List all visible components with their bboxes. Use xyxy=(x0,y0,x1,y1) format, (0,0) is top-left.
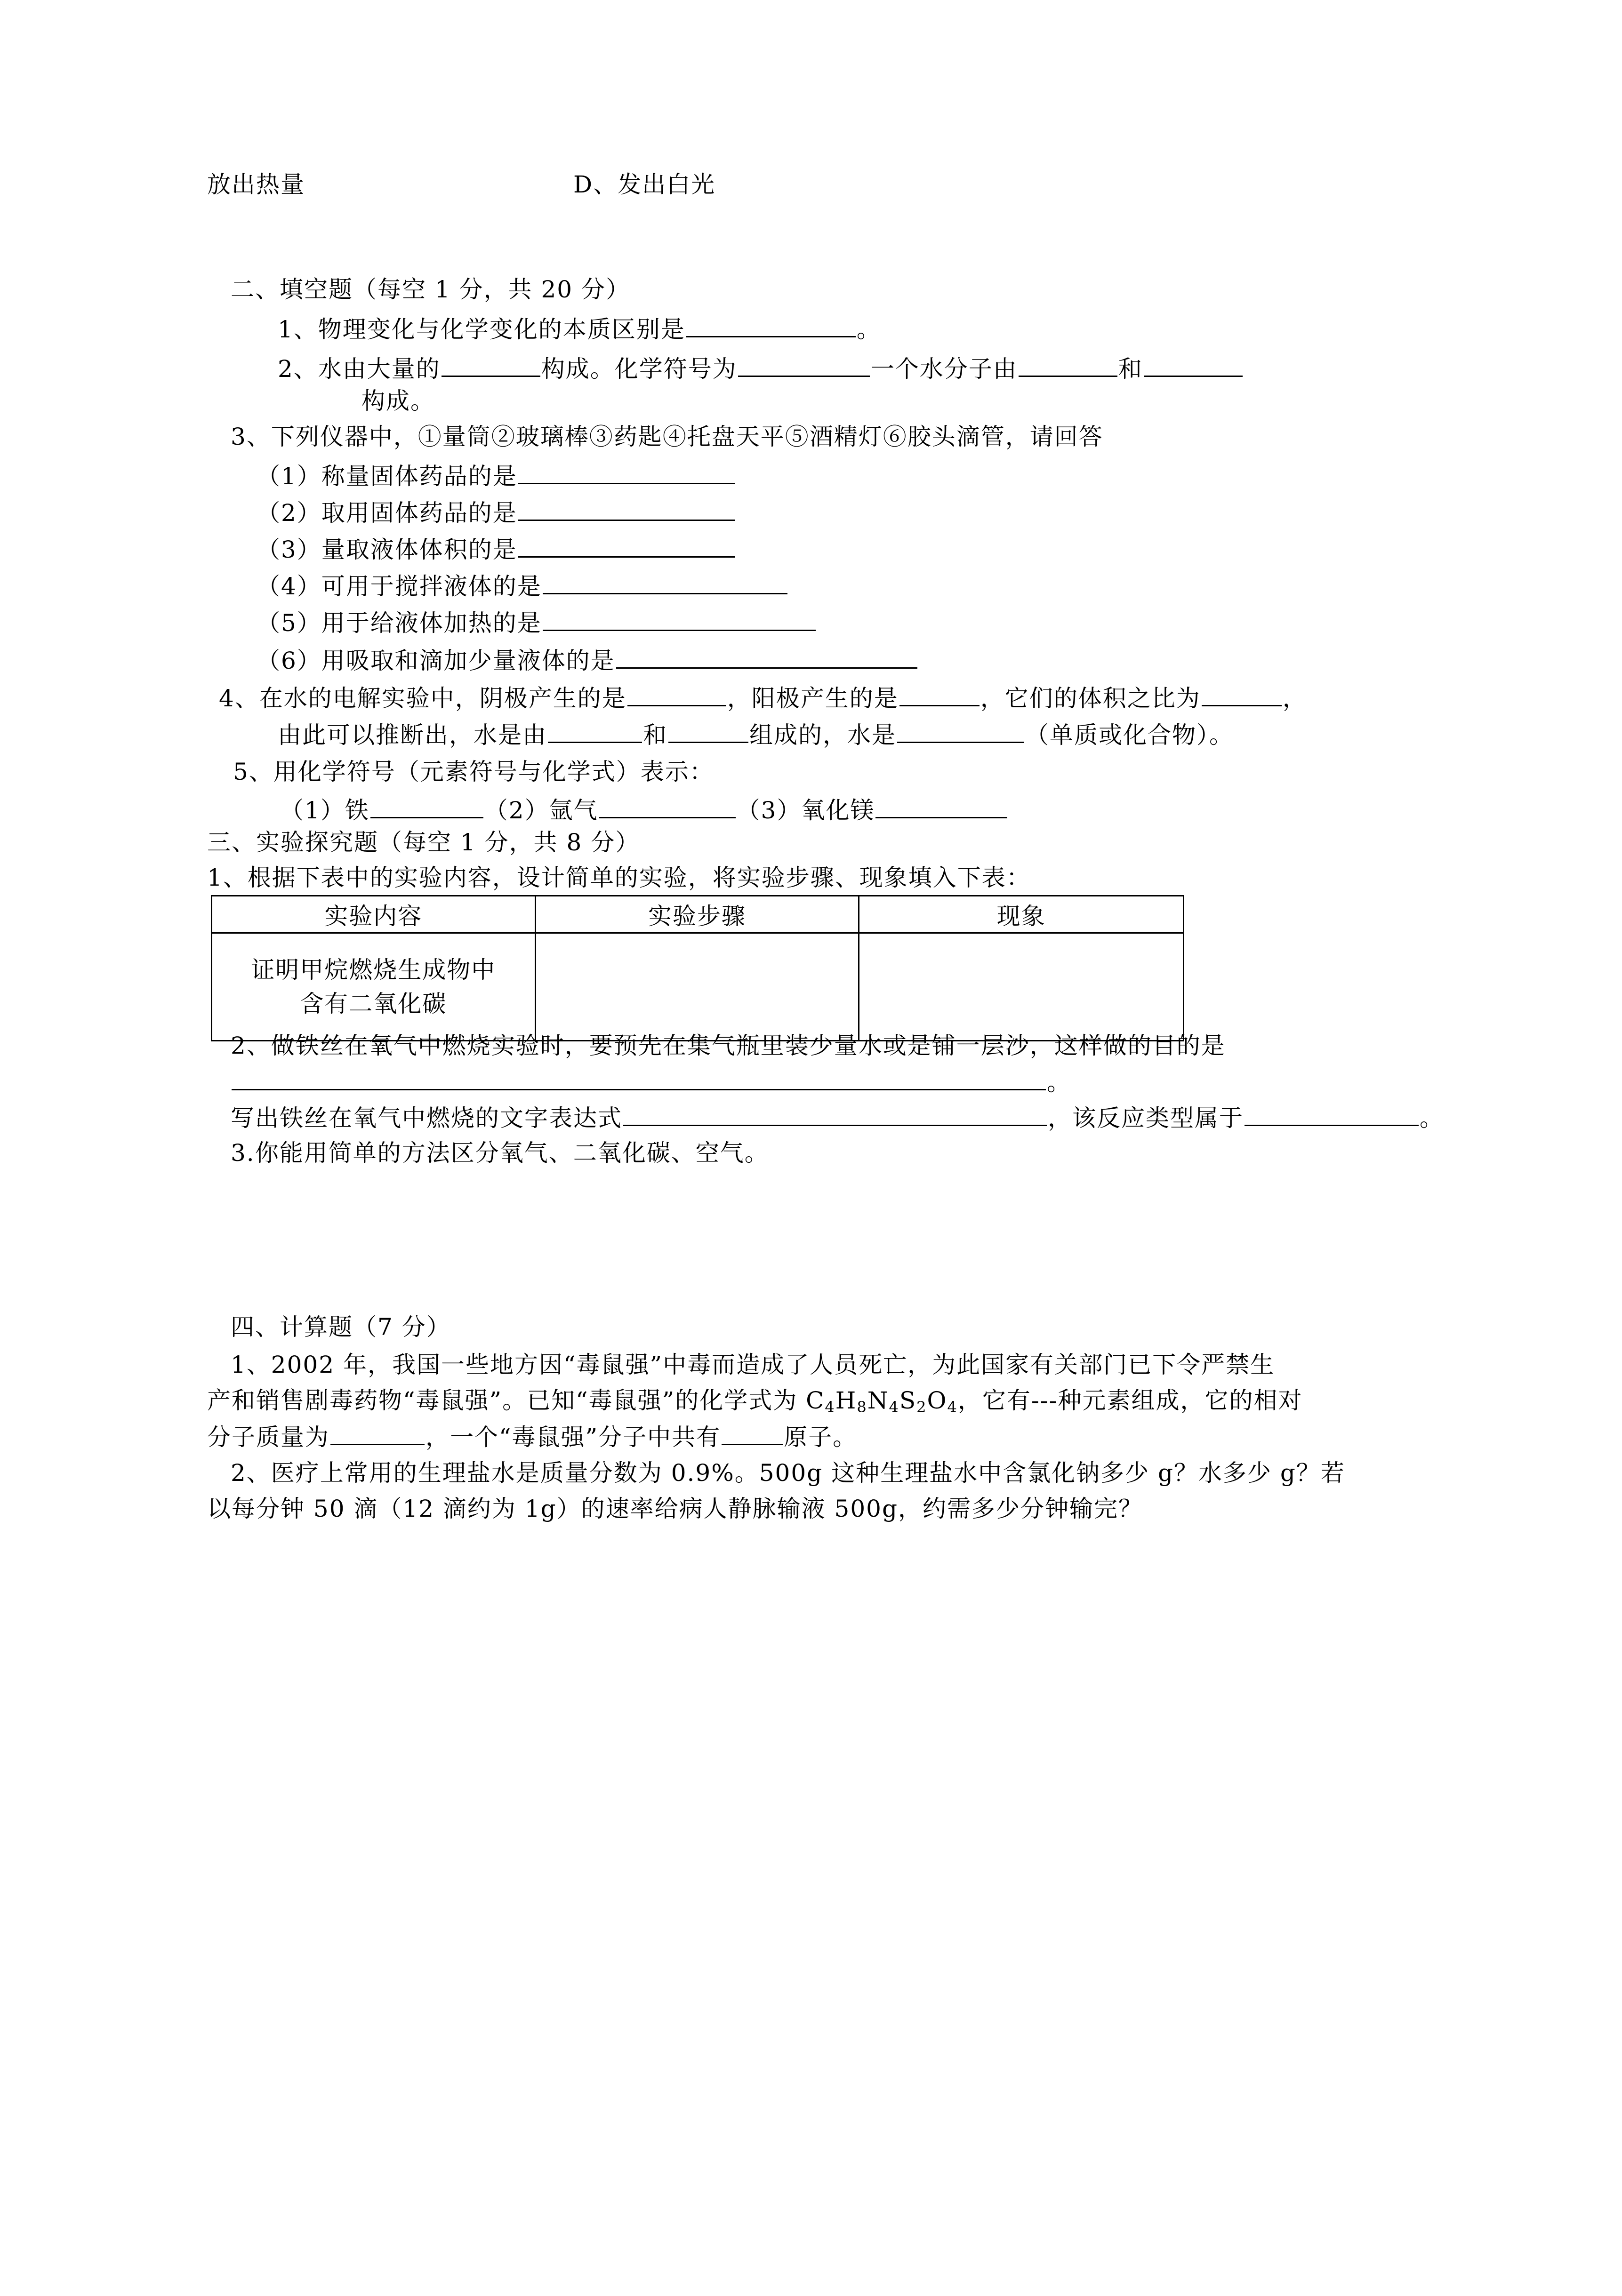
s2-q5-stem: 5、用化学符号（元素符号与化学式）表示： xyxy=(233,758,714,785)
s4-q1-l2-post: ，它有---种元素组成，它的相对 xyxy=(957,1387,1303,1414)
s4-q1-line2 xyxy=(207,1386,1303,1415)
s2-q4-l2-part1: 由此可以推断出，水是由 xyxy=(278,721,547,749)
s4-q1-l3-pre: 分子质量为 xyxy=(207,1424,329,1451)
table-header-content: 实验内容 xyxy=(212,896,536,933)
s4-q1-l3-mid: ，一个“毒鼠强”分子中共有 xyxy=(426,1424,721,1451)
s2-q3-item xyxy=(257,646,918,675)
s2-q4-blank1[interactable] xyxy=(627,683,726,706)
s3-q2-blank1[interactable] xyxy=(232,1067,1046,1090)
table-header-steps: 实验步骤 xyxy=(535,896,859,933)
s2-q2-blank1[interactable] xyxy=(442,354,540,377)
s2-q1-text: 1、物理变化与化学变化的本质区别是 xyxy=(278,316,685,343)
s2-q4-line1 xyxy=(219,683,1307,712)
table-row xyxy=(212,933,1184,1041)
section2-title: 二、填空题（每空 1 分，共 20 分） xyxy=(231,276,631,303)
s2-q2-part3: 一个水分子由 xyxy=(870,355,1018,383)
s2-q2 xyxy=(278,354,1244,383)
s4-q2-line2: 以每分钟 50 滴（12 滴约为 1g）的速率给病人静脉输液 500g，约需多少分钟输完？ xyxy=(207,1495,1143,1522)
s2-q4-l2-part4: （单质或化合物）。 xyxy=(1025,721,1234,749)
s3-q2-blank2[interactable] xyxy=(623,1103,1047,1126)
section4-title: 四、计算题（7 分） xyxy=(231,1313,451,1341)
s2-q2-part1: 2、水由大量的 xyxy=(278,355,441,383)
s3-q1-stem: 1、根据下表中的实验内容，设计简单的实验，将实验步骤、现象填入下表： xyxy=(207,864,1031,891)
s2-q3-item5-blank[interactable] xyxy=(543,608,816,631)
s2-q4-l2-part3: 组成的，水是 xyxy=(749,721,896,749)
s2-q3-item2-text: （2）取用固体药品的是 xyxy=(257,499,517,527)
s2-q3-item5-text: （5）用于给液体加热的是 xyxy=(257,609,542,637)
s2-q3-item4-text: （4）可用于搅拌液体的是 xyxy=(257,573,542,600)
s2-q5-item2: （2）氩气 xyxy=(484,797,598,824)
s2-q1-blank[interactable] xyxy=(686,314,856,337)
s4-q1-l3-end: 原子。 xyxy=(784,1424,858,1451)
s3-q2-end: 。 xyxy=(1047,1069,1071,1096)
table-header-phenomenon: 现象 xyxy=(859,896,1184,933)
s3-q2-blank3[interactable] xyxy=(1245,1103,1419,1126)
s2-q5-blank2[interactable] xyxy=(599,795,736,818)
s4-q1-blank2[interactable] xyxy=(722,1422,783,1445)
s2-q3-item xyxy=(257,461,736,490)
s2-q2-part2: 构成。化学符号为 xyxy=(541,355,737,383)
s2-q4-l2-part2: 和 xyxy=(643,721,667,749)
top-left-text: 放出热量 xyxy=(207,171,305,198)
table-content-line1: 证明甲烷燃烧生成物中 xyxy=(251,956,496,984)
s2-q2-part4: 和 xyxy=(1118,355,1143,383)
experiment-table xyxy=(211,895,1184,1041)
s3-q2-l3-pre: 写出铁丝在氧气中燃烧的文字表达式 xyxy=(231,1104,622,1132)
s3-q2-l3-end: 。 xyxy=(1420,1104,1444,1132)
s2-q4-blank3[interactable] xyxy=(1202,683,1282,706)
s2-q5-blank3[interactable] xyxy=(875,795,1007,818)
s2-q5-blank1[interactable] xyxy=(370,795,483,818)
s3-q3: 3.你能用简单的方法区分氧气、二氧化碳、空气。 xyxy=(231,1139,769,1167)
table-cell-steps[interactable] xyxy=(535,933,859,1041)
s4-q1-blank1[interactable] xyxy=(330,1422,425,1445)
s2-q3-item xyxy=(257,608,817,637)
s2-q4-part2: ，阳极产生的是 xyxy=(727,685,899,712)
s2-q3-item6-text: （6）用吸取和滴加少量液体的是 xyxy=(257,647,615,674)
s4-q1-l2-pre: 产和销售剧毒药物“毒鼠强”。已知“毒鼠强”的化学式为 xyxy=(207,1387,806,1414)
s2-q1 xyxy=(278,314,881,344)
table-cell-content xyxy=(212,933,536,1041)
s2-q3-item1-blank[interactable] xyxy=(518,461,735,484)
s2-q2-cont: 构成。 xyxy=(361,387,435,415)
s2-q2-blank4[interactable] xyxy=(1144,354,1243,377)
s3-q2-answer-line xyxy=(231,1067,1071,1096)
s2-q4-line2 xyxy=(278,720,1234,749)
s2-q5-item1: （1）铁 xyxy=(280,797,369,824)
s2-q2-blank2[interactable] xyxy=(738,354,870,377)
top-option-d: D、发出白光 xyxy=(573,171,716,198)
s2-q2-blank3[interactable] xyxy=(1019,354,1117,377)
s2-q3-item6-blank[interactable] xyxy=(616,646,917,669)
s2-q4-part4: ， xyxy=(1282,685,1307,712)
s2-q4-blank2[interactable] xyxy=(899,683,980,706)
section3-title: 三、实验探究题（每空 1 分，共 8 分） xyxy=(207,829,640,856)
s2-q1-end: 。 xyxy=(856,316,881,343)
s2-q3-item4-blank[interactable] xyxy=(543,571,787,594)
s4-q1-line1: 1、2002 年，我国一些地方因“毒鼠强”中毒而造成了人员死亡，为此国家有关部门已下令严禁生 xyxy=(231,1351,1275,1378)
s2-q4-blank6[interactable] xyxy=(897,720,1024,743)
s2-q3-stem: 3、下列仪器中，①量筒②玻璃棒③药匙④托盘天平⑤酒精灯⑥胶头滴管，请回答 xyxy=(231,423,1103,450)
s2-q4-part1: 4、在水的电解实验中，阴极产生的是 xyxy=(219,685,626,712)
table-cell-phenomenon[interactable] xyxy=(859,933,1184,1041)
s4-q1-line3 xyxy=(207,1422,857,1451)
s2-q5-items xyxy=(280,795,1008,824)
s2-q4-part3: ，它们的体积之比为 xyxy=(980,685,1201,712)
s2-q3-item1-text: （1）称量固体药品的是 xyxy=(257,463,517,490)
s2-q4-blank4[interactable] xyxy=(548,720,642,743)
s3-q2-line3 xyxy=(231,1103,1444,1132)
s2-q3-item3-blank[interactable] xyxy=(518,535,735,558)
s2-q3-item xyxy=(257,535,736,564)
s2-q3-item3-text: （3）量取液体体积的是 xyxy=(257,536,517,563)
table-header-row xyxy=(212,896,1184,933)
s4-q2-line1: 2、医疗上常用的生理盐水是质量分数为 0.9%。500g 这种生理盐水中含氯化钠多少 g？水多少 g？若 xyxy=(231,1459,1345,1487)
s2-q3-item xyxy=(257,571,788,600)
table-content-line2: 含有二氧化碳 xyxy=(300,990,447,1017)
s2-q5-item3: （3）氧化镁 xyxy=(736,797,875,824)
s2-q3-item xyxy=(257,498,736,527)
s2-q3-item2-blank[interactable] xyxy=(518,498,735,521)
s3-q2-l3-mid: ，该反应类型属于 xyxy=(1048,1104,1244,1132)
s2-q4-blank5[interactable] xyxy=(668,720,748,743)
chemical-formula: $C_4H_8N_4S_2O_4$ xyxy=(806,1387,958,1416)
s3-q2-stem: 2、做铁丝在氧气中燃烧实验时，要预先在集气瓶里装少量水或是铺一层沙，这样做的目的是 xyxy=(231,1032,1226,1059)
